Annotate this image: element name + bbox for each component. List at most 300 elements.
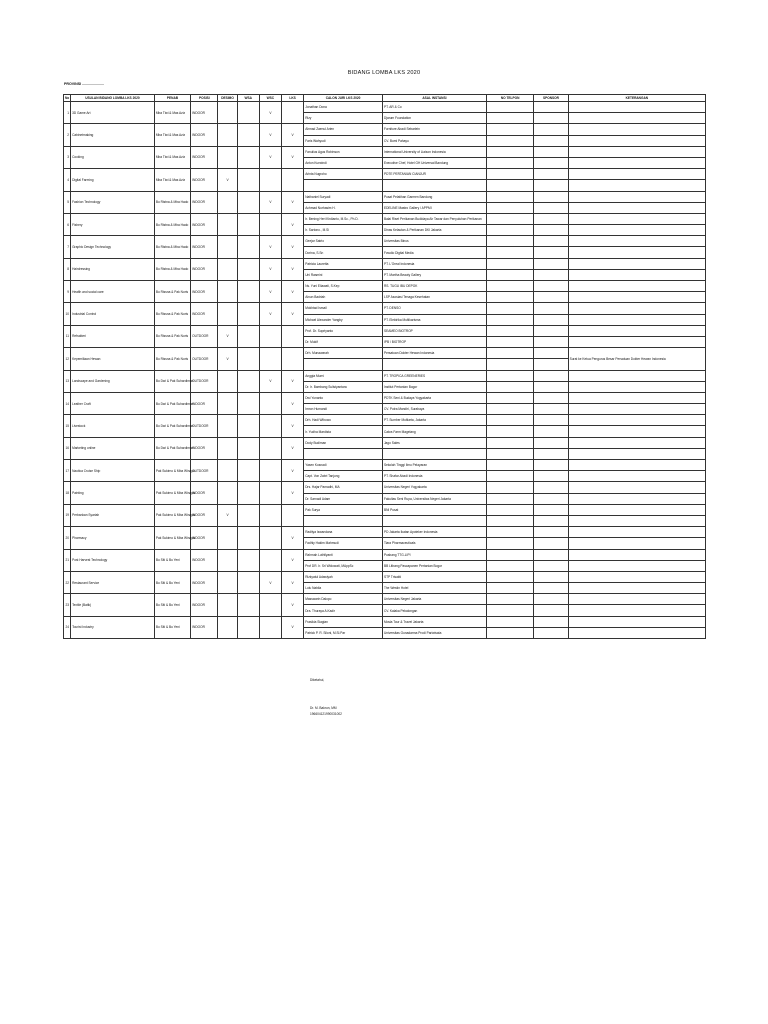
- row-wsa: [237, 124, 259, 146]
- row-keterangan: [568, 146, 705, 157]
- row-bidang: 3D Game Art: [71, 102, 155, 124]
- row-keterangan: [568, 527, 705, 538]
- row-posisi: OUTDOOR: [191, 348, 218, 370]
- row-no-telpon: [486, 404, 533, 415]
- row-no-telpon: [486, 247, 533, 258]
- row-no-telpon: [486, 482, 533, 493]
- row-wsc: [259, 527, 281, 549]
- row-keterangan: [568, 426, 705, 437]
- row-sponsor: [534, 504, 568, 515]
- row-keterangan: [568, 225, 705, 236]
- row-juri-instansi: [382, 448, 486, 459]
- row-penab: Bu Dwi & Pak Suhardiman: [154, 392, 190, 414]
- row-wsc: V: [259, 258, 281, 280]
- row-no: 18: [64, 482, 71, 504]
- row-no-telpon: [486, 392, 533, 403]
- row-wsa: [237, 146, 259, 168]
- row-sponsor: [534, 247, 568, 258]
- row-no-telpon: [486, 460, 533, 471]
- row-wsa: [237, 571, 259, 593]
- row-juri-name: Frasikia Siagian: [304, 616, 383, 627]
- row-posisi: INDOOR: [191, 102, 218, 124]
- row-juri-instansi: [382, 359, 486, 370]
- row-no: 3: [64, 146, 71, 168]
- row-juri-instansi: Universitas Negeri Yogyakarta: [382, 482, 486, 493]
- row-lks: V: [282, 437, 304, 459]
- row-desimo: [218, 281, 237, 303]
- row-wsa: [237, 415, 259, 437]
- row-wsa: [237, 281, 259, 303]
- row-sponsor: [534, 571, 568, 582]
- row-sponsor: [534, 616, 568, 627]
- row-juri-name: Achmad Nurhasim H.: [304, 202, 383, 213]
- header-asal-instansi: ASAL INSTANSI: [382, 95, 486, 102]
- row-no: 12: [64, 348, 71, 370]
- row-bidang: Painting: [71, 482, 155, 504]
- row-sponsor: [534, 415, 568, 426]
- row-juri-instansi: PT. Martha Beauty Gallery: [382, 269, 486, 280]
- row-desimo: [218, 146, 237, 168]
- row-no-telpon: [486, 169, 533, 180]
- row-lks: V: [282, 281, 304, 303]
- row-keterangan: [568, 493, 705, 504]
- row-keterangan: [568, 247, 705, 258]
- row-desimo: [218, 571, 237, 593]
- row-lks: V: [282, 571, 304, 593]
- row-lks: V: [282, 191, 304, 213]
- table-row: [64, 549, 706, 560]
- row-lks: V: [282, 370, 304, 392]
- row-juri-name: Arinta Nugroho: [304, 169, 383, 180]
- row-juri-name: Mokhtad Ismail: [304, 303, 383, 314]
- table-row: [64, 594, 706, 605]
- row-no-telpon: [486, 348, 533, 359]
- row-juri-name: Anggia Murni: [304, 370, 383, 381]
- row-juri-instansi: Executive Chef, Hotel GH Universal Bandung: [382, 157, 486, 168]
- table-row: [64, 146, 706, 157]
- row-juri-instansi: BB Litbang Pascapanen Pertanian Bogor: [382, 560, 486, 571]
- row-lks: [282, 169, 304, 191]
- row-juri-instansi: BNI Pusat: [382, 504, 486, 515]
- row-no-telpon: [486, 448, 533, 459]
- row-sponsor: [534, 370, 568, 381]
- row-sponsor: [534, 359, 568, 370]
- row-posisi: OUTDOOR: [191, 415, 218, 437]
- row-wsc: [259, 169, 281, 191]
- row-no-telpon: [486, 370, 533, 381]
- row-keterangan: [568, 202, 705, 213]
- row-juri-name: Ns. Yuni Eliawati, S.Kep: [304, 281, 383, 292]
- row-bidang: Marketing online: [71, 437, 155, 459]
- row-penab: Pak Sukirno & Mba Winaya: [154, 482, 190, 504]
- row-no: 22: [64, 571, 71, 593]
- header-posisi: POSISI: [191, 95, 218, 102]
- row-desimo: [218, 392, 237, 414]
- table-row: [64, 213, 706, 224]
- row-juri-instansi: Fakultas Seni Rupa, Universitas Negeri Jakarta: [382, 493, 486, 504]
- row-juri-name: Dwi Yunanto: [304, 392, 383, 403]
- row-juri-name: [304, 180, 383, 191]
- row-juri-instansi: IPB / BIOTROP: [382, 336, 486, 347]
- row-no-telpon: [486, 359, 533, 370]
- row-desimo: [218, 258, 237, 280]
- row-juri-instansi: PT. Shafar Abadi Indonesia: [382, 471, 486, 482]
- row-lks: V: [282, 527, 304, 549]
- row-penab: Bu Siti & Bu Yeni: [154, 594, 190, 616]
- competition-table: [63, 94, 706, 639]
- header-sponsor: SPONSOR: [534, 95, 568, 102]
- row-juri-instansi: Fowdio Digital Media: [382, 247, 486, 258]
- row-sponsor: [534, 460, 568, 471]
- row-wsc: [259, 213, 281, 235]
- table-row: [64, 348, 706, 359]
- row-no: 10: [64, 303, 71, 325]
- row-penab: Bu Rissna & Pak Noris: [154, 303, 190, 325]
- row-juri-name: Anton Kurwindi: [304, 157, 383, 168]
- row-juri-name: Drh. Hadi Wibowo: [304, 415, 383, 426]
- row-sponsor: [534, 560, 568, 571]
- row-no-telpon: [486, 124, 533, 135]
- row-juri-name: Jonathan Dona: [304, 102, 383, 113]
- row-no-telpon: [486, 146, 533, 157]
- row-bidang: Fashion Technology: [71, 191, 155, 213]
- row-desimo: [218, 616, 237, 638]
- row-juri-name: Fanulius Agus Robinson: [304, 146, 383, 157]
- row-no-telpon: [486, 281, 533, 292]
- row-juri-name: Geejar Satrio: [304, 236, 383, 247]
- row-sponsor: [534, 157, 568, 168]
- row-keterangan: [568, 269, 705, 280]
- row-lks: V: [282, 460, 304, 482]
- row-juri-name: Rizkyatul Adawiyah: [304, 571, 383, 582]
- row-juri-instansi: [382, 515, 486, 526]
- row-no: 7: [64, 236, 71, 258]
- row-desimo: [218, 370, 237, 392]
- row-wsa: [237, 213, 259, 235]
- row-sponsor: [534, 225, 568, 236]
- row-no: 13: [64, 370, 71, 392]
- row-keterangan: [568, 236, 705, 247]
- row-no-telpon: [486, 426, 533, 437]
- row-no-telpon: [486, 236, 533, 247]
- row-juri-instansi: LSP Asosiasi Tenaga Kesehatan: [382, 292, 486, 303]
- row-sponsor: [534, 583, 568, 594]
- row-desimo: [218, 102, 237, 124]
- table-row: [64, 616, 706, 627]
- row-lks: V: [282, 616, 304, 638]
- row-no: 24: [64, 616, 71, 638]
- row-wsc: [259, 616, 281, 638]
- row-lks: V: [282, 236, 304, 258]
- row-juri-name: Drh. Munawarah: [304, 348, 383, 359]
- row-no-telpon: [486, 102, 533, 113]
- row-penab: Pak Sukirno & Mba Winaya: [154, 527, 190, 549]
- row-lks: V: [282, 213, 304, 235]
- row-keterangan: [568, 392, 705, 403]
- row-keterangan: [568, 135, 705, 146]
- row-desimo: [218, 460, 237, 482]
- row-juri-instansi: Institut Pertanian Bogor: [382, 381, 486, 392]
- row-juri-name: Ir. Bening Heri Kirdianto, M.Sc., Ph.D.: [304, 213, 383, 224]
- row-juri-name: Imron Humandi: [304, 404, 383, 415]
- row-keterangan: [568, 258, 705, 269]
- row-sponsor: [534, 292, 568, 303]
- row-no: 15: [64, 415, 71, 437]
- row-posisi: INDOOR: [191, 236, 218, 258]
- row-penab: Bu Ristna & Mba Hado: [154, 213, 190, 235]
- row-posisi: INDOOR: [191, 303, 218, 325]
- row-juri-name: Dr. Mukif: [304, 336, 383, 347]
- row-penab: Bu Siti & Bu Yeni: [154, 549, 190, 571]
- row-wsc: [259, 325, 281, 347]
- table-row: [64, 258, 706, 269]
- row-juri-name: Ainun Badriah: [304, 292, 383, 303]
- row-no-telpon: [486, 515, 533, 526]
- row-penab: Pak Sukirno & Mba Winaya: [154, 504, 190, 526]
- row-no: 9: [64, 281, 71, 303]
- row-juri-instansi: PT. DENSO: [382, 303, 486, 314]
- row-no-telpon: [486, 560, 533, 571]
- row-keterangan: [568, 471, 705, 482]
- row-posisi: INDOOR: [191, 504, 218, 526]
- row-wsc: [259, 504, 281, 526]
- row-wsa: [237, 325, 259, 347]
- row-bidang: Pharmacy: [71, 527, 155, 549]
- table-row: [64, 102, 706, 113]
- row-keterangan: [568, 124, 705, 135]
- row-no-telpon: [486, 157, 533, 168]
- row-no-telpon: [486, 605, 533, 616]
- row-sponsor: [534, 213, 568, 224]
- header-desimo: DESIMO: [218, 95, 237, 102]
- row-wsa: [237, 258, 259, 280]
- row-keterangan: [568, 504, 705, 515]
- row-wsa: [237, 303, 259, 325]
- row-wsa: [237, 549, 259, 571]
- row-sponsor: [534, 482, 568, 493]
- row-juri-instansi: Pusbang TTG-LIPI: [382, 549, 486, 560]
- row-lks: V: [282, 415, 304, 437]
- row-juri-name: [304, 359, 383, 370]
- row-wsa: [237, 169, 259, 191]
- row-penab: Bu Siti & Bu Yeni: [154, 616, 190, 638]
- row-posisi: OUTDOOR: [191, 325, 218, 347]
- row-no: 4: [64, 169, 71, 191]
- row-sponsor: [534, 180, 568, 191]
- row-juri-name: Ahmad Zaenul Arien: [304, 124, 383, 135]
- row-keterangan: [568, 538, 705, 549]
- row-sponsor: [534, 527, 568, 538]
- row-posisi: INDOOR: [191, 169, 218, 191]
- row-no-telpon: [486, 303, 533, 314]
- row-desimo: [218, 415, 237, 437]
- row-penab: Mba Tiwi & Mas Aziz: [154, 124, 190, 146]
- row-penab: Bu Rissna & Pak Noris: [154, 281, 190, 303]
- row-lks: V: [282, 482, 304, 504]
- row-no: 16: [64, 437, 71, 459]
- row-wsc: [259, 482, 281, 504]
- header-no: No: [65, 96, 70, 100]
- document-title: BIDANG LOMBA LKS 2020: [347, 70, 421, 76]
- row-desimo: V: [218, 169, 237, 191]
- row-desimo: [218, 303, 237, 325]
- header-bidang: USULAN BIDANG LOMBA LKS 2020: [71, 95, 155, 102]
- row-posisi: INDOOR: [191, 191, 218, 213]
- row-lks: V: [282, 146, 304, 168]
- row-posisi: INDOOR: [191, 281, 218, 303]
- row-juri-instansi: Dinas Kelautan & Perikanan DKI Jakarta: [382, 225, 486, 236]
- row-lks: V: [282, 124, 304, 146]
- row-desimo: [218, 549, 237, 571]
- row-lks: [282, 325, 304, 347]
- row-sponsor: [534, 392, 568, 403]
- row-juri-name: Fadhly Hakim Mahmudi: [304, 538, 383, 549]
- row-desimo: V: [218, 348, 237, 370]
- row-desimo: V: [218, 504, 237, 526]
- row-keterangan: [568, 281, 705, 292]
- row-penab: Pak Sukirno & Mba Winaya: [154, 460, 190, 482]
- row-no: 19: [64, 504, 71, 526]
- row-keterangan: [568, 404, 705, 415]
- row-juri-instansi: Sekolah Tinggi Ilmu Pelayaran: [382, 460, 486, 471]
- row-sponsor: [534, 281, 568, 292]
- table-row: [64, 460, 706, 471]
- row-no-telpon: [486, 258, 533, 269]
- row-posisi: OUTDOOR: [191, 460, 218, 482]
- row-juri-name: Rahmah Luthfiyanti: [304, 549, 383, 560]
- row-no: 6: [64, 213, 71, 235]
- row-posisi: INDOOR: [191, 527, 218, 549]
- footer-diketahui: Diketahui,: [310, 678, 325, 682]
- row-juri-instansi: PT. Sumber Multiarta, Jakarta: [382, 415, 486, 426]
- row-no-telpon: [486, 381, 533, 392]
- row-penab: Mba Tiwi & Mas Aziz: [154, 146, 190, 168]
- row-keterangan: [568, 113, 705, 124]
- row-sponsor: [534, 102, 568, 113]
- row-desimo: [218, 482, 237, 504]
- row-keterangan: [568, 482, 705, 493]
- row-juri-instansi: PT. AR & Co: [382, 102, 486, 113]
- header-wsc: WSC: [259, 95, 281, 102]
- row-juri-name: Michael Alexander Yangby: [304, 314, 383, 325]
- row-lks: V: [282, 594, 304, 616]
- row-juri-instansi: Jago Sales: [382, 437, 486, 448]
- row-sponsor: [534, 627, 568, 638]
- row-juri-name: Patrick P. R. Siloni, M.Si.Par: [304, 627, 383, 638]
- row-wsc: [259, 437, 281, 459]
- row-bidang: Cooking: [71, 146, 155, 168]
- footer-signatory-nip: 196604121990031002: [310, 712, 342, 716]
- row-wsc: V: [259, 191, 281, 213]
- row-bidang: Graphic Design Technology: [71, 236, 155, 258]
- table-body: [64, 102, 706, 639]
- table-row: [64, 169, 706, 180]
- row-keterangan: [568, 325, 705, 336]
- row-penab: Bu Dwi & Pak Suhardiman: [154, 437, 190, 459]
- row-juri-instansi: RS. TUGU IBU DEPOK: [382, 281, 486, 292]
- row-juri-instansi: International University of Liaison Indonesia: [382, 146, 486, 157]
- row-juri-name: Dorina, S.Sn: [304, 247, 383, 258]
- row-penab: Bu Ristna & Mba Hado: [154, 191, 190, 213]
- row-sponsor: [534, 605, 568, 616]
- row-penab: Mba Tiwi & Mas Aziz: [154, 102, 190, 124]
- table-row: [64, 504, 706, 515]
- row-sponsor: [534, 515, 568, 526]
- row-keterangan: [568, 415, 705, 426]
- row-keterangan: [568, 515, 705, 526]
- row-sponsor: [534, 336, 568, 347]
- row-keterangan: [568, 292, 705, 303]
- row-no-telpon: [486, 180, 533, 191]
- row-wsc: V: [259, 281, 281, 303]
- row-penab: Bu Rissna & Pak Noris: [154, 325, 190, 347]
- row-keterangan: [568, 157, 705, 168]
- row-juri-name: Prof. Dr. Supriyanto: [304, 325, 383, 336]
- row-juri-name: Nathaniel Suryadi: [304, 191, 383, 202]
- row-wsc: [259, 594, 281, 616]
- row-juri-instansi: Tiara Pharmaceuticals: [382, 538, 486, 549]
- row-keterangan: [568, 191, 705, 202]
- row-keterangan: [568, 381, 705, 392]
- row-wsa: [237, 504, 259, 526]
- row-no-telpon: [486, 292, 533, 303]
- row-wsa: [237, 616, 259, 638]
- table-row: [64, 392, 706, 403]
- row-no-telpon: [486, 437, 533, 448]
- row-no-telpon: [486, 202, 533, 213]
- row-no: 21: [64, 549, 71, 571]
- row-juri-instansi: Persatuan Dokter Hewan Indonesia: [382, 348, 486, 359]
- table-row: [64, 482, 706, 493]
- row-wsa: [237, 482, 259, 504]
- header-penab: PENAB: [154, 95, 190, 102]
- row-juri-instansi: EDELINE Mastro Gallery / APPMI: [382, 202, 486, 213]
- row-no: 17: [64, 460, 71, 482]
- row-bidang: Industrial Control: [71, 303, 155, 325]
- row-sponsor: [534, 549, 568, 560]
- row-juri-instansi: Universitas Binus: [382, 236, 486, 247]
- row-keterangan: [568, 594, 705, 605]
- row-penab: Bu Dwi & Pak Suhardiman: [154, 415, 190, 437]
- row-no-telpon: [486, 538, 533, 549]
- row-keterangan: [568, 180, 705, 191]
- row-juri-name: Prof DR. Ir. Sri Widowati, MAppSc: [304, 560, 383, 571]
- table-row: [64, 281, 706, 292]
- row-posisi: INDOOR: [191, 392, 218, 414]
- row-posisi: INDOOR: [191, 258, 218, 280]
- row-juri-name: Dr. Ir. Bambang Sulistyantara: [304, 381, 383, 392]
- row-juri-name: Faris Wahyudi: [304, 135, 383, 146]
- row-no-telpon: [486, 415, 533, 426]
- row-no-telpon: [486, 225, 533, 236]
- row-sponsor: [534, 404, 568, 415]
- row-juri-name: Rizy: [304, 113, 383, 124]
- row-desimo: [218, 124, 237, 146]
- row-no-telpon: [486, 135, 533, 146]
- row-juri-name: Pak Surya: [304, 504, 383, 515]
- row-juri-instansi: SEAMEO BIOTROP: [382, 325, 486, 336]
- row-sponsor: [534, 269, 568, 280]
- row-bidang: Perbankan Syariah: [71, 504, 155, 526]
- row-bidang: Textile (Batik): [71, 594, 155, 616]
- row-desimo: [218, 527, 237, 549]
- row-sponsor: [534, 448, 568, 459]
- row-lks: [282, 348, 304, 370]
- row-keterangan: [568, 437, 705, 448]
- row-wsa: [237, 437, 259, 459]
- row-no: 20: [64, 527, 71, 549]
- row-posisi: INDOOR: [191, 482, 218, 504]
